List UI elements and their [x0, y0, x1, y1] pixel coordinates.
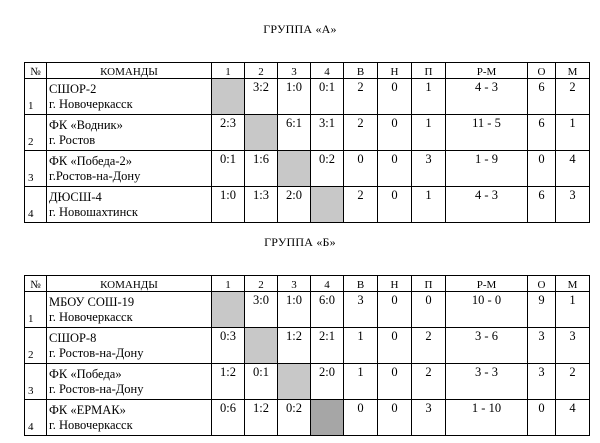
place-cell: 4: [556, 151, 590, 187]
table-row: [25, 115, 590, 151]
score-cell: 0:6: [212, 400, 245, 436]
table-row: [25, 328, 590, 364]
goals-cell: 4 - 3: [446, 187, 528, 223]
table-row: [25, 400, 590, 436]
team-name: ФК «Победа»: [49, 366, 122, 381]
header-draws: Н: [378, 276, 412, 292]
header-row: [25, 276, 590, 292]
team-name: СШОР-2: [49, 81, 97, 96]
draws-cell: 0: [378, 328, 412, 364]
header-goals: Р-М: [446, 63, 528, 79]
header-opp-1: 1: [212, 276, 245, 292]
place-cell: 3: [556, 328, 590, 364]
place-cell: 4: [556, 400, 590, 436]
team-name: СШОР-8: [49, 330, 97, 345]
points-cell: 3: [528, 328, 556, 364]
header-opp-2: 2: [245, 276, 278, 292]
goals-cell: 4 - 3: [446, 79, 528, 115]
losses-cell: 1: [412, 79, 446, 115]
points-cell: 6: [528, 187, 556, 223]
self-cell: [311, 400, 344, 436]
losses-cell: 1: [412, 187, 446, 223]
row-num: 2: [25, 115, 47, 151]
team-city: г. Ростов: [49, 132, 96, 147]
goals-cell: 1 - 10: [446, 400, 528, 436]
table-row: [25, 292, 590, 328]
points-cell: 0: [528, 151, 556, 187]
self-cell: [245, 115, 278, 151]
draws-cell: 0: [378, 400, 412, 436]
team-name: ФК «Победа-2»: [49, 153, 133, 168]
draws-cell: 0: [378, 115, 412, 151]
score-cell: 6:1: [278, 115, 311, 151]
header-place: М: [556, 276, 590, 292]
self-cell: [212, 79, 245, 115]
header-points: О: [528, 63, 556, 79]
team-name: ФК «ЕРМАК»: [49, 402, 126, 417]
score-cell: 1:0: [278, 292, 311, 328]
row-num: 3: [25, 364, 47, 400]
score-cell: 1:2: [245, 400, 278, 436]
team-city: г. Новочеркасск: [49, 417, 133, 432]
score-cell: 2:0: [278, 187, 311, 223]
wins-cell: 0: [344, 400, 378, 436]
team-cell: [47, 79, 212, 115]
row-num: 2: [25, 328, 47, 364]
team-city: г. Новочеркасск: [49, 96, 133, 111]
wins-cell: 1: [344, 328, 378, 364]
draws-cell: 0: [378, 364, 412, 400]
header-opp-4: 4: [311, 276, 344, 292]
header-place: М: [556, 63, 590, 79]
score-cell: 2:3: [212, 115, 245, 151]
group-a-table: [24, 62, 590, 223]
goals-cell: 10 - 0: [446, 292, 528, 328]
row-num: 4: [25, 400, 47, 436]
score-cell: 0:3: [212, 328, 245, 364]
points-cell: 9: [528, 292, 556, 328]
team-city: г. Новочеркасск: [49, 309, 133, 324]
losses-cell: 3: [412, 151, 446, 187]
losses-cell: 0: [412, 292, 446, 328]
goals-cell: 3 - 3: [446, 364, 528, 400]
draws-cell: 0: [378, 79, 412, 115]
row-num: 4: [25, 187, 47, 223]
header-opp-2: 2: [245, 63, 278, 79]
header-opp-1: 1: [212, 63, 245, 79]
wins-cell: 3: [344, 292, 378, 328]
header-num: №: [25, 276, 47, 292]
self-cell: [278, 151, 311, 187]
header-row: [25, 63, 590, 79]
group-b-table: [24, 275, 590, 436]
team-cell: [47, 292, 212, 328]
team-city: г.Ростов-на-Дону: [49, 168, 141, 183]
score-cell: 1:0: [278, 79, 311, 115]
losses-cell: 1: [412, 115, 446, 151]
place-cell: 1: [556, 115, 590, 151]
draws-cell: 0: [378, 187, 412, 223]
header-num: №: [25, 63, 47, 79]
score-cell: 2:1: [311, 328, 344, 364]
header-opp-3: 3: [278, 63, 311, 79]
team-name: ФК «Водник»: [49, 117, 123, 132]
team-name: МБОУ СОШ-19: [49, 294, 135, 309]
score-cell: 1:3: [245, 187, 278, 223]
team-cell: [47, 328, 212, 364]
header-wins: В: [344, 276, 378, 292]
self-cell: [311, 187, 344, 223]
draws-cell: 0: [378, 151, 412, 187]
group-a-title: ГРУППА «А»: [263, 22, 337, 36]
place-cell: 2: [556, 79, 590, 115]
group-b-title: ГРУППА «Б»: [264, 235, 336, 249]
score-cell: 0:2: [278, 400, 311, 436]
header-points: О: [528, 276, 556, 292]
wins-cell: 0: [344, 151, 378, 187]
team-city: г. Ростов-на-Дону: [49, 381, 144, 396]
losses-cell: 2: [412, 328, 446, 364]
header-losses: П: [412, 276, 446, 292]
team-cell: [47, 187, 212, 223]
goals-cell: 1 - 9: [446, 151, 528, 187]
self-cell: [245, 328, 278, 364]
header-draws: Н: [378, 63, 412, 79]
header-losses: П: [412, 63, 446, 79]
losses-cell: 3: [412, 400, 446, 436]
team-city: г. Ростов-на-Дону: [49, 345, 144, 360]
wins-cell: 1: [344, 364, 378, 400]
row-num: 1: [25, 79, 47, 115]
wins-cell: 2: [344, 79, 378, 115]
score-cell: 6:0: [311, 292, 344, 328]
points-cell: 3: [528, 364, 556, 400]
score-cell: 0:1: [311, 79, 344, 115]
header-goals: Р-М: [446, 276, 528, 292]
score-cell: 0:1: [245, 364, 278, 400]
header-opp-3: 3: [278, 276, 311, 292]
row-num: 1: [25, 292, 47, 328]
goals-cell: 11 - 5: [446, 115, 528, 151]
header-teams: КОМАНДЫ: [47, 63, 212, 79]
draws-cell: 0: [378, 292, 412, 328]
points-cell: 0: [528, 400, 556, 436]
header-wins: В: [344, 63, 378, 79]
score-cell: 1:2: [278, 328, 311, 364]
team-cell: [47, 115, 212, 151]
wins-cell: 2: [344, 115, 378, 151]
points-cell: 6: [528, 115, 556, 151]
score-cell: 1:0: [212, 187, 245, 223]
table-row: [25, 364, 590, 400]
place-cell: 2: [556, 364, 590, 400]
points-cell: 6: [528, 79, 556, 115]
score-cell: 0:2: [311, 151, 344, 187]
header-opp-4: 4: [311, 63, 344, 79]
score-cell: 1:2: [212, 364, 245, 400]
losses-cell: 2: [412, 364, 446, 400]
header-teams: КОМАНДЫ: [47, 276, 212, 292]
self-cell: [278, 364, 311, 400]
score-cell: 3:2: [245, 79, 278, 115]
score-cell: 3:1: [311, 115, 344, 151]
score-cell: 1:6: [245, 151, 278, 187]
table-row: [25, 187, 590, 223]
table-row: [25, 151, 590, 187]
wins-cell: 2: [344, 187, 378, 223]
score-cell: 2:0: [311, 364, 344, 400]
place-cell: 1: [556, 292, 590, 328]
team-name: ДЮСШ-4: [49, 189, 102, 204]
team-cell: [47, 364, 212, 400]
score-cell: 0:1: [212, 151, 245, 187]
team-cell: [47, 151, 212, 187]
team-cell: [47, 400, 212, 436]
goals-cell: 3 - 6: [446, 328, 528, 364]
team-city: г. Новошахтинск: [49, 204, 138, 219]
self-cell: [212, 292, 245, 328]
score-cell: 3:0: [245, 292, 278, 328]
row-num: 3: [25, 151, 47, 187]
table-row: [25, 79, 590, 115]
place-cell: 3: [556, 187, 590, 223]
